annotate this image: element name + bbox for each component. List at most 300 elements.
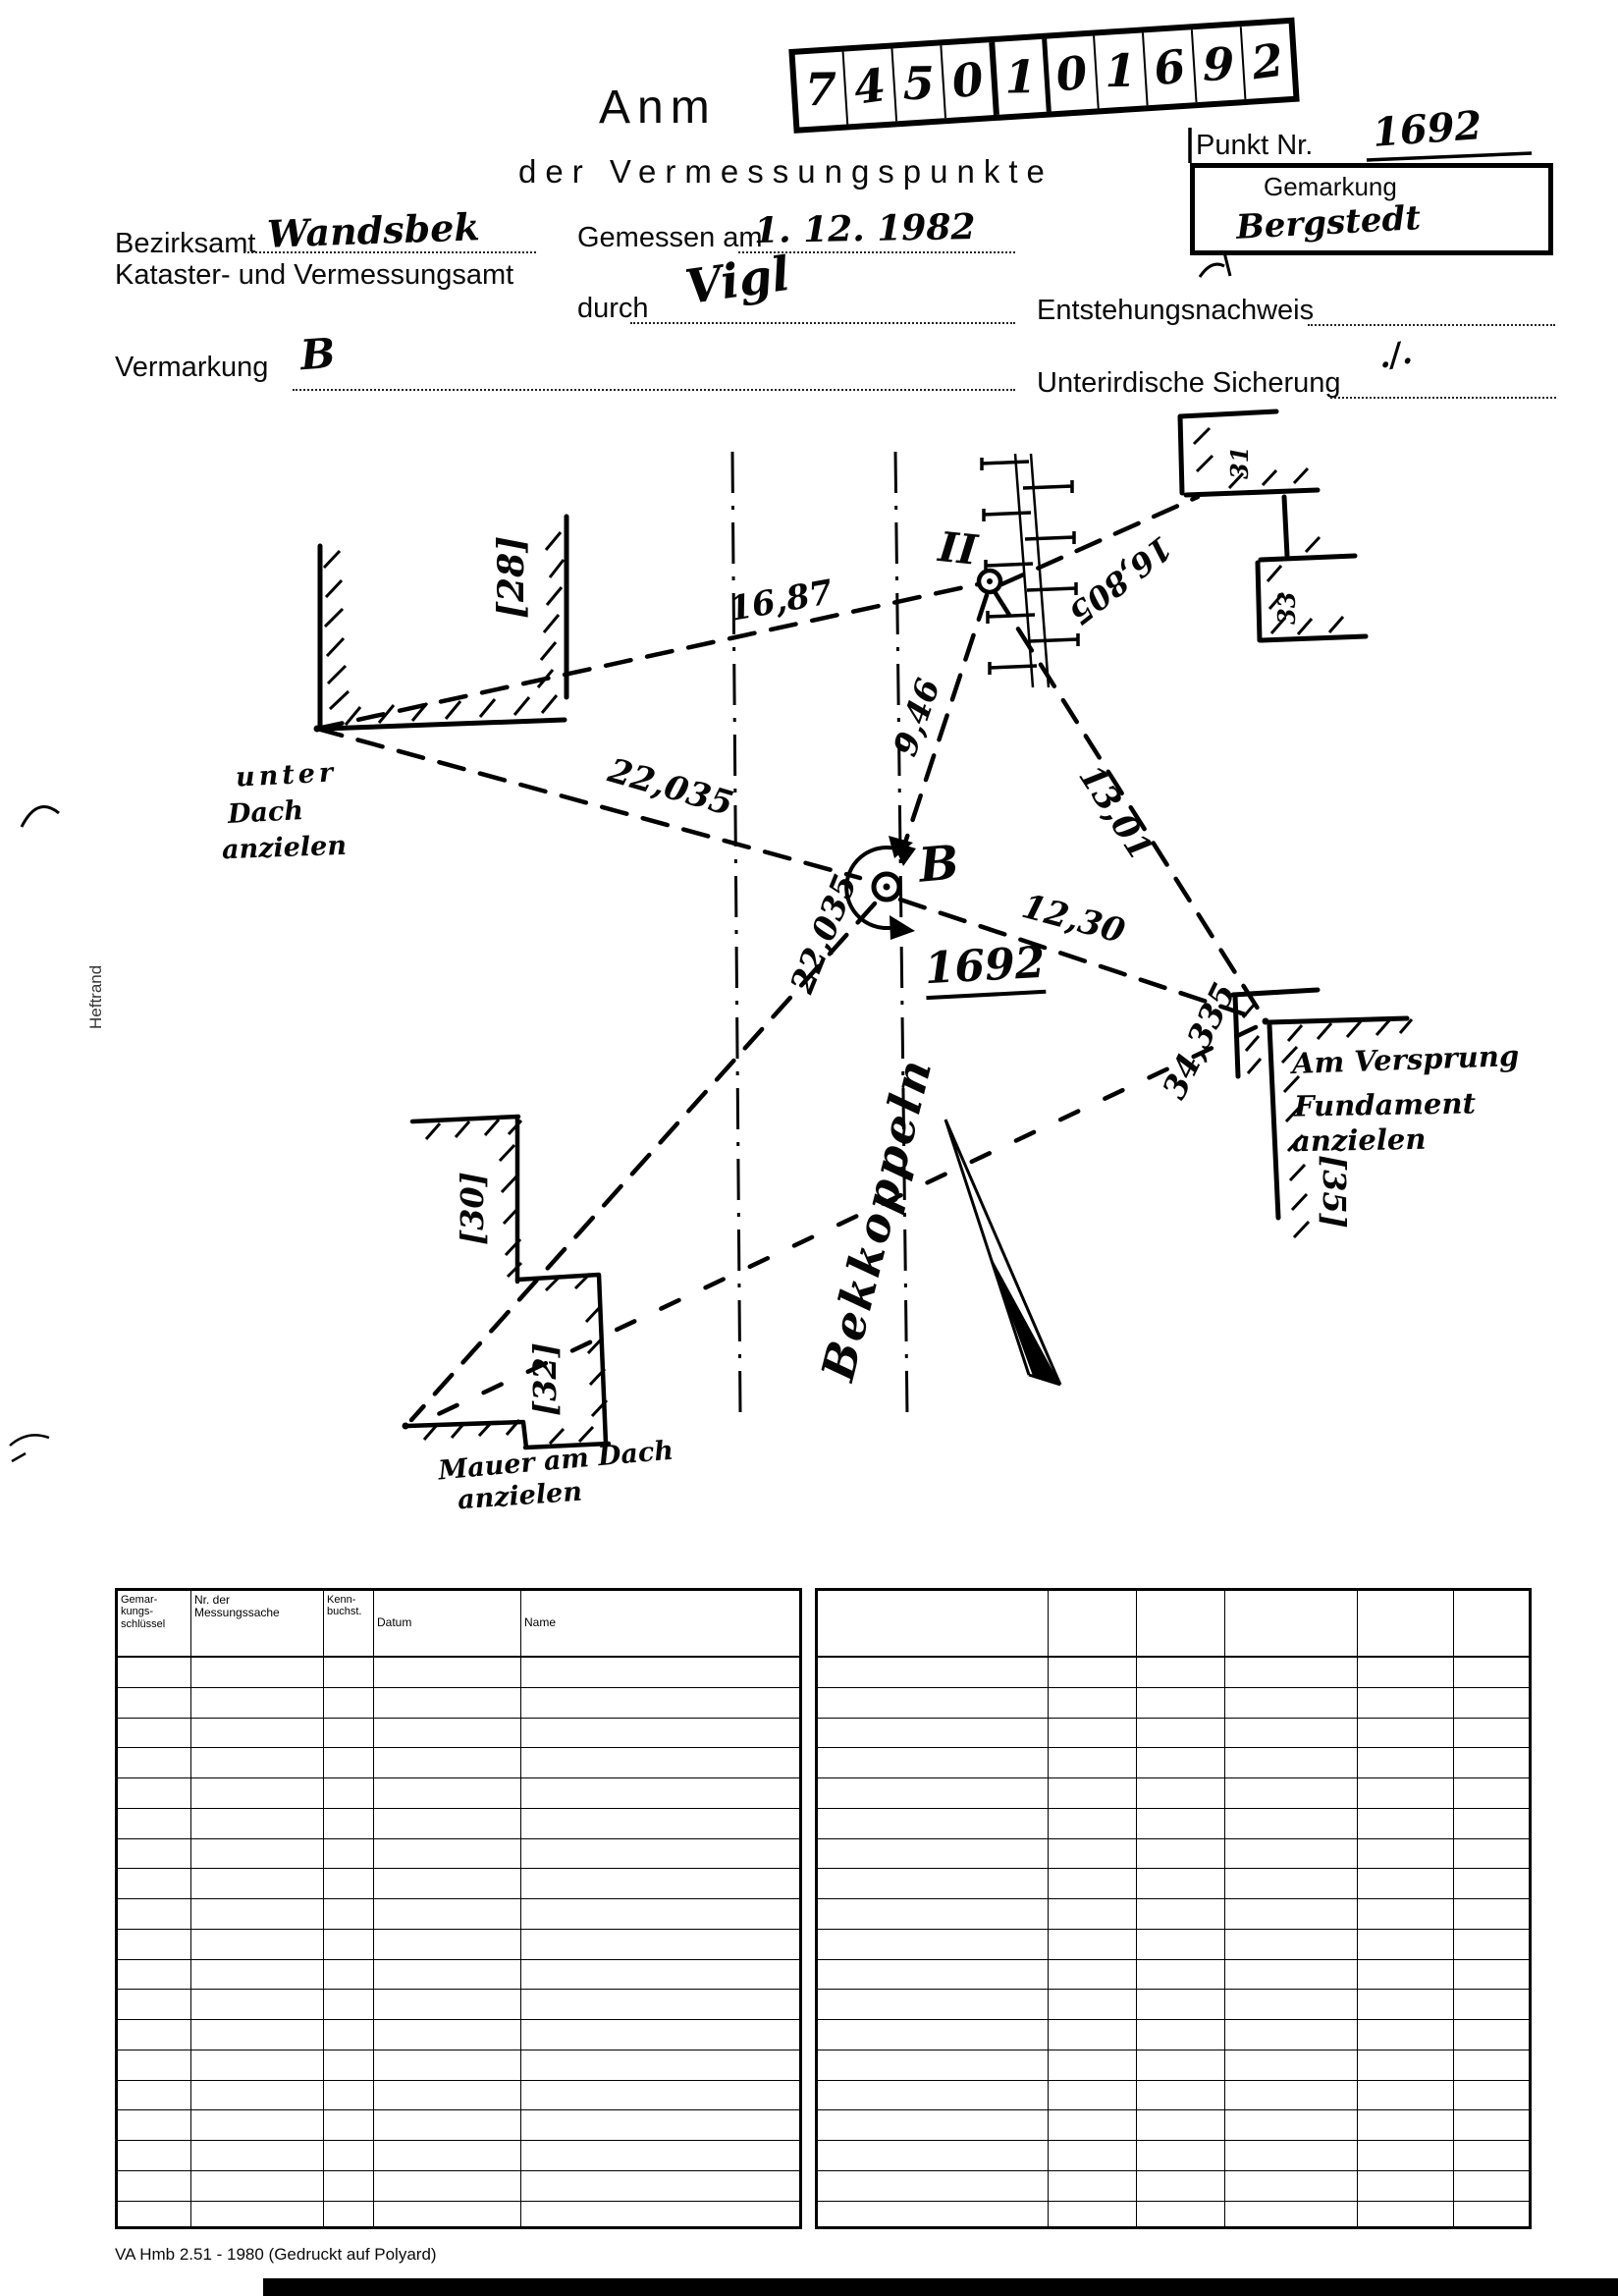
table-cell [1137, 1869, 1225, 1898]
table-cell [521, 1658, 799, 1687]
table-cell [324, 1990, 374, 2019]
table-row [118, 1688, 799, 1719]
header-line: Kenn- [327, 1594, 356, 1606]
table-cell [191, 1778, 324, 1808]
table-cell [118, 1899, 191, 1929]
table-cell [1454, 1688, 1529, 1718]
table-cell [521, 2081, 799, 2110]
table-cell [1049, 1658, 1137, 1687]
digit-cell: 5 [890, 45, 944, 121]
header-line: kungs- [121, 1606, 154, 1618]
table-cell [324, 2202, 374, 2230]
table-cell [1454, 1778, 1529, 1808]
gemarkung-value: Bergstedt [1235, 198, 1422, 247]
table-row [118, 2110, 799, 2141]
vermarkung-value: B [298, 328, 338, 380]
header-cell-empty [1358, 1591, 1454, 1656]
table-cell [1454, 1839, 1529, 1869]
table-row [118, 1960, 799, 1991]
table-cell [1358, 2110, 1454, 2140]
table-row [818, 1960, 1529, 1991]
table-cell [191, 2141, 324, 2170]
table-cell [521, 2141, 799, 2170]
table-cell [324, 2081, 374, 2110]
table-row [118, 2202, 799, 2230]
table-cell [521, 1809, 799, 1838]
table-cell [1049, 1719, 1137, 1748]
table-cell [1049, 1990, 1137, 2019]
table-cell [1049, 2081, 1137, 2110]
table-row [818, 2050, 1529, 2081]
table-cell [521, 2171, 799, 2201]
table-cell [118, 1990, 191, 2019]
durch-line [630, 322, 1015, 324]
table-cell [374, 1899, 521, 1929]
measure-22-035: 22,035 [604, 750, 738, 825]
entstehung-label: Entstehungsnachweis [1037, 295, 1315, 326]
table-cell [1049, 1688, 1137, 1718]
table-cell [324, 2050, 374, 2080]
table-row [118, 2081, 799, 2111]
table-cell [191, 2050, 324, 2080]
scan-artifacts [10, 807, 1267, 1717]
table-cell [118, 1719, 191, 1748]
table-cell [1137, 1778, 1225, 1808]
table-cell [818, 1809, 1049, 1838]
punkt-nr-label: Punkt Nr. [1196, 130, 1314, 161]
table-cell [374, 2081, 521, 2110]
table-row [818, 1839, 1529, 1870]
table-cell [1137, 1719, 1225, 1748]
table-cell [521, 1899, 799, 1929]
table-cell [818, 1688, 1049, 1718]
table-cell [1049, 1899, 1137, 1929]
table-cell [818, 1930, 1049, 1959]
table-cell [1049, 1960, 1137, 1990]
page-subtitle: der Vermessungspunkte [518, 153, 1053, 190]
table-cell [191, 1839, 324, 1869]
table-cell [1358, 1960, 1454, 1990]
north-arrow [945, 1120, 1060, 1385]
table-cell [324, 1688, 374, 1718]
measure-12-30: 12,30 [1017, 886, 1129, 953]
table-cell [118, 2202, 191, 2230]
table-cell [324, 1960, 374, 1990]
header-line: buchst. [327, 1606, 362, 1618]
measurement-lines [317, 497, 1260, 1420]
table-cell [1225, 1990, 1358, 2019]
scan-edge-strip [263, 2278, 1618, 2296]
header-cell-empty [1454, 1591, 1529, 1656]
table-row [818, 1809, 1529, 1839]
table-row [118, 1809, 799, 1839]
right-table [815, 1588, 1532, 2229]
table-cell [1358, 1839, 1454, 1869]
table-cell [1137, 2081, 1225, 2110]
gemessen-label: Gemessen am [577, 222, 763, 253]
table-cell [1137, 2050, 1225, 2080]
table-cell [374, 2202, 521, 2230]
table-cell [324, 1869, 374, 1898]
table-row [818, 2202, 1529, 2230]
wall-32 [407, 1274, 609, 1448]
note-unter-dach-3: anzielen [221, 830, 348, 866]
table-cell [118, 1778, 191, 1808]
table-row [818, 1869, 1529, 1899]
table-cell [118, 1658, 191, 1687]
table-cell [1225, 1688, 1358, 1718]
table-row [118, 2171, 799, 2202]
table-cell [191, 2202, 324, 2230]
table-cell [1137, 1960, 1225, 1990]
digit-cell: 7 [804, 62, 837, 117]
sicherung-label: Unterirdische Sicherung [1037, 367, 1341, 399]
table-row [118, 2050, 799, 2081]
table-cell [1049, 2202, 1137, 2230]
table-cell [818, 1719, 1049, 1748]
table-cell [1454, 1809, 1529, 1838]
punkt-nr-value: 1692 [1371, 102, 1483, 156]
table-cell [1137, 1899, 1225, 1929]
table-cell [818, 1778, 1049, 1808]
table-cell [374, 1719, 521, 1748]
table-row [118, 1658, 799, 1688]
table-cell [1225, 1719, 1358, 1748]
measure-22-035-b: 22,035 [782, 868, 865, 999]
table-cell [374, 1688, 521, 1718]
table-cell [1454, 1719, 1529, 1748]
table-row [818, 2141, 1529, 2171]
table-cell [1454, 1960, 1529, 1990]
page-title: Anm [599, 82, 717, 134]
table-cell [521, 2020, 799, 2050]
table-row [818, 1688, 1529, 1719]
table-cell [374, 1748, 521, 1777]
table-cell [118, 2171, 191, 2201]
wall-32-label: [32] [526, 1342, 564, 1416]
table-row [118, 1930, 799, 1960]
table-cell [521, 1719, 799, 1748]
wall-31-label: 31 [1225, 446, 1254, 479]
table-cell [1358, 1990, 1454, 2019]
table-cell [818, 2141, 1049, 2170]
table-cell [118, 1930, 191, 1959]
table-cell [324, 1719, 374, 1748]
table-cell [1225, 2050, 1358, 2080]
table-cell [374, 1869, 521, 1898]
durch-signature: Vigl [681, 246, 793, 316]
header-line: Gemar- [121, 1594, 158, 1606]
table-cell [1137, 1930, 1225, 1959]
table-cell [1454, 2050, 1529, 2080]
table-row [118, 2141, 799, 2171]
header-cell-empty [1049, 1591, 1137, 1656]
table-cell [1358, 1899, 1454, 1929]
table-cell [521, 2110, 799, 2140]
bezirksamt-value: Wandsbek [266, 204, 481, 256]
table-cell [1049, 1809, 1137, 1838]
table-cell [1454, 2020, 1529, 2050]
table-cell [1454, 1899, 1529, 1929]
table-cell [324, 1778, 374, 1808]
table-cell [521, 2202, 799, 2230]
digit-cell: 0 [940, 42, 993, 118]
point-b-label: B [916, 835, 961, 894]
left-table [115, 1588, 802, 2229]
table-cell [374, 1778, 521, 1808]
table-cell [191, 1899, 324, 1929]
table-cell [1225, 1960, 1358, 1990]
table-cell [374, 2020, 521, 2050]
table-cell [521, 1960, 799, 1990]
table-cell [1454, 1869, 1529, 1898]
table-cell [1454, 2081, 1529, 2110]
table-cell [521, 1778, 799, 1808]
table-cell [1225, 2141, 1358, 2170]
durch-label: durch [577, 293, 649, 324]
table-cell [1358, 1778, 1454, 1808]
note-versprung-2: Fundament [1293, 1086, 1477, 1123]
table-cell [118, 2050, 191, 2080]
table-cell [1454, 2141, 1529, 2170]
table-cell [1049, 1869, 1137, 1898]
table-cell [521, 1990, 799, 2019]
table-cell [191, 2081, 324, 2110]
table-cell [191, 2020, 324, 2050]
table-cell [818, 1960, 1049, 1990]
table-cell [118, 1960, 191, 1990]
header-kennbuchst [324, 1591, 374, 1656]
table-cell [1049, 1748, 1137, 1777]
table-cell [818, 2171, 1049, 2201]
table-cell [1225, 1899, 1358, 1929]
table-cell [324, 1658, 374, 1687]
table-cell [1225, 1778, 1358, 1808]
table-cell [118, 1809, 191, 1838]
note-unter-dach-2: Dach [227, 795, 304, 830]
table-cell [374, 1809, 521, 1838]
table-cell [374, 2171, 521, 2201]
table-cell [191, 2110, 324, 2140]
table-cell [1225, 2202, 1358, 2230]
table-cell [1049, 2171, 1137, 2201]
table-row [818, 2171, 1529, 2202]
table-cell [1358, 2020, 1454, 2050]
table-cell [374, 1658, 521, 1687]
table-cell [1049, 1778, 1137, 1808]
table-row [818, 1778, 1529, 1809]
vermarkung-line [293, 389, 1015, 391]
hatching [424, 1274, 607, 1444]
table-cell [1137, 2110, 1225, 2140]
table-cell [118, 1869, 191, 1898]
table-cell [324, 1930, 374, 1959]
table-cell [1225, 1748, 1358, 1777]
wall-30-label: [30] [454, 1172, 491, 1245]
table-cell [818, 2050, 1049, 2080]
table-cell [1137, 2171, 1225, 2201]
table-cell [818, 1869, 1049, 1898]
table-cell [818, 1990, 1049, 2019]
table-cell [1225, 2081, 1358, 2110]
table-cell [1225, 1809, 1358, 1838]
table-cell [118, 2020, 191, 2050]
table-cell [1358, 2050, 1454, 2080]
note-mauer-2: anzielen [457, 1476, 583, 1516]
table-cell [1137, 1688, 1225, 1718]
table-cell [1454, 1658, 1529, 1687]
table-cell [1137, 2020, 1225, 2050]
right-table-body [818, 1658, 1529, 2229]
table-cell [191, 1688, 324, 1718]
table-cell [1454, 2202, 1529, 2230]
table-row [818, 1658, 1529, 1688]
table-cell [118, 2141, 191, 2170]
table-cell [1358, 1930, 1454, 1959]
gemarkung-box [1190, 163, 1553, 255]
table-cell [521, 1839, 799, 1869]
table-cell [521, 1748, 799, 1777]
table-cell [191, 1809, 324, 1838]
table-cell [1358, 1748, 1454, 1777]
table-row [818, 2110, 1529, 2141]
table-cell [374, 2110, 521, 2140]
line-22-035 [317, 729, 860, 878]
table-cell [521, 2050, 799, 2080]
table-row [818, 1990, 1529, 2020]
table-row [818, 2081, 1529, 2111]
gemessen-value: 1. 12. 1982 [753, 206, 976, 251]
table-cell [1137, 2202, 1225, 2230]
measure-34-335: 34,335 [1155, 976, 1244, 1106]
table-cell [1358, 1688, 1454, 1718]
table-cell [1225, 1930, 1358, 1959]
table-cell [191, 2171, 324, 2201]
table-cell [1454, 1930, 1529, 1959]
table-row [818, 1719, 1529, 1749]
table-cell [818, 2081, 1049, 2110]
table-cell [1358, 2141, 1454, 2170]
table-cell [1358, 2202, 1454, 2230]
table-row [118, 1899, 799, 1930]
table-cell [1454, 1990, 1529, 2019]
table-cell [1137, 1748, 1225, 1777]
table-cell [1137, 2141, 1225, 2170]
table-cell [818, 1899, 1049, 1929]
right-table-header [818, 1591, 1529, 1658]
wall-35-label: [35] [1316, 1155, 1353, 1229]
table-cell [324, 1809, 374, 1838]
digit-cell: 4 [841, 49, 894, 125]
note-versprung-1: Am Versprung [1291, 1038, 1520, 1081]
digit-cell: 1 [1094, 32, 1147, 108]
table-cell [818, 1748, 1049, 1777]
table-cell [818, 2202, 1049, 2230]
table-cell [118, 2110, 191, 2140]
table-row [118, 1990, 799, 2020]
table-cell [1137, 1990, 1225, 2019]
table-cell [191, 1748, 324, 1777]
table-cell [191, 1930, 324, 1959]
left-table-body [118, 1658, 799, 2229]
note-unter-dach-1: unter [235, 757, 338, 793]
header-line: Nr. der [194, 1593, 231, 1607]
table-row [118, 1778, 799, 1809]
table-cell [1225, 2020, 1358, 2050]
entstehung-line [1308, 324, 1555, 326]
measure-9-46: 9,46 [886, 674, 948, 761]
vermarkung-label: Vermarkung [115, 352, 269, 383]
table-cell [521, 1869, 799, 1898]
table-cell [191, 1990, 324, 2019]
table-cell [1049, 2110, 1137, 2140]
table-cell [191, 1658, 324, 1687]
table-row [818, 1930, 1529, 1960]
header-line: Name [524, 1615, 557, 1630]
table-cell [374, 1839, 521, 1869]
table-cell [374, 1930, 521, 1959]
table-cell [1225, 1869, 1358, 1898]
table-cell [1454, 2171, 1529, 2201]
table-cell [1225, 2171, 1358, 2201]
table-cell [374, 1960, 521, 1990]
header-cell-empty [1137, 1591, 1225, 1656]
header-cell-empty [1225, 1591, 1358, 1656]
measure-16-805: 16,805 [1061, 528, 1180, 632]
table-cell [324, 2110, 374, 2140]
table-row [818, 2020, 1529, 2050]
table-cell [1137, 1839, 1225, 1869]
table-row [118, 1748, 799, 1778]
header-messungssache [191, 1591, 324, 1656]
table-cell [818, 1839, 1049, 1869]
table-cell [1358, 1658, 1454, 1687]
digit-cell: 2 [1240, 24, 1293, 99]
header-datum [374, 1591, 521, 1656]
table-cell [818, 1658, 1049, 1687]
header-line: Messungssache [194, 1606, 280, 1620]
bezirksamt-line [243, 251, 536, 253]
table-cell [1454, 1748, 1529, 1777]
table-row [818, 1748, 1529, 1778]
table-cell [118, 1839, 191, 1869]
street-name: Bekkoppeln [811, 1051, 943, 1387]
digit-cell: 9 [1191, 27, 1244, 102]
point-ii-label: II [936, 522, 980, 574]
table-cell [1225, 1658, 1358, 1687]
table-cell [1049, 1930, 1137, 1959]
wall-33-label: 33 [1272, 591, 1301, 625]
table-cell [1049, 1839, 1137, 1869]
sicherung-value: ./. [1375, 333, 1416, 376]
note-versprung-3: anzielen [1291, 1121, 1427, 1159]
header-line: Datum [377, 1615, 412, 1630]
table-cell [324, 1748, 374, 1777]
table-cell [324, 2171, 374, 2201]
table-cell [1049, 2020, 1137, 2050]
table-cell [1358, 1719, 1454, 1748]
table-cell [818, 2020, 1049, 2050]
table-cell [191, 1960, 324, 1990]
table-cell [1358, 1809, 1454, 1838]
table-cell [324, 1899, 374, 1929]
table-cell [324, 2141, 374, 2170]
table-cell [118, 1688, 191, 1718]
table-cell [1225, 1839, 1358, 1869]
header-name [521, 1591, 799, 1656]
point-number-label: 1692 [924, 938, 1047, 1000]
table-cell [1137, 1809, 1225, 1838]
